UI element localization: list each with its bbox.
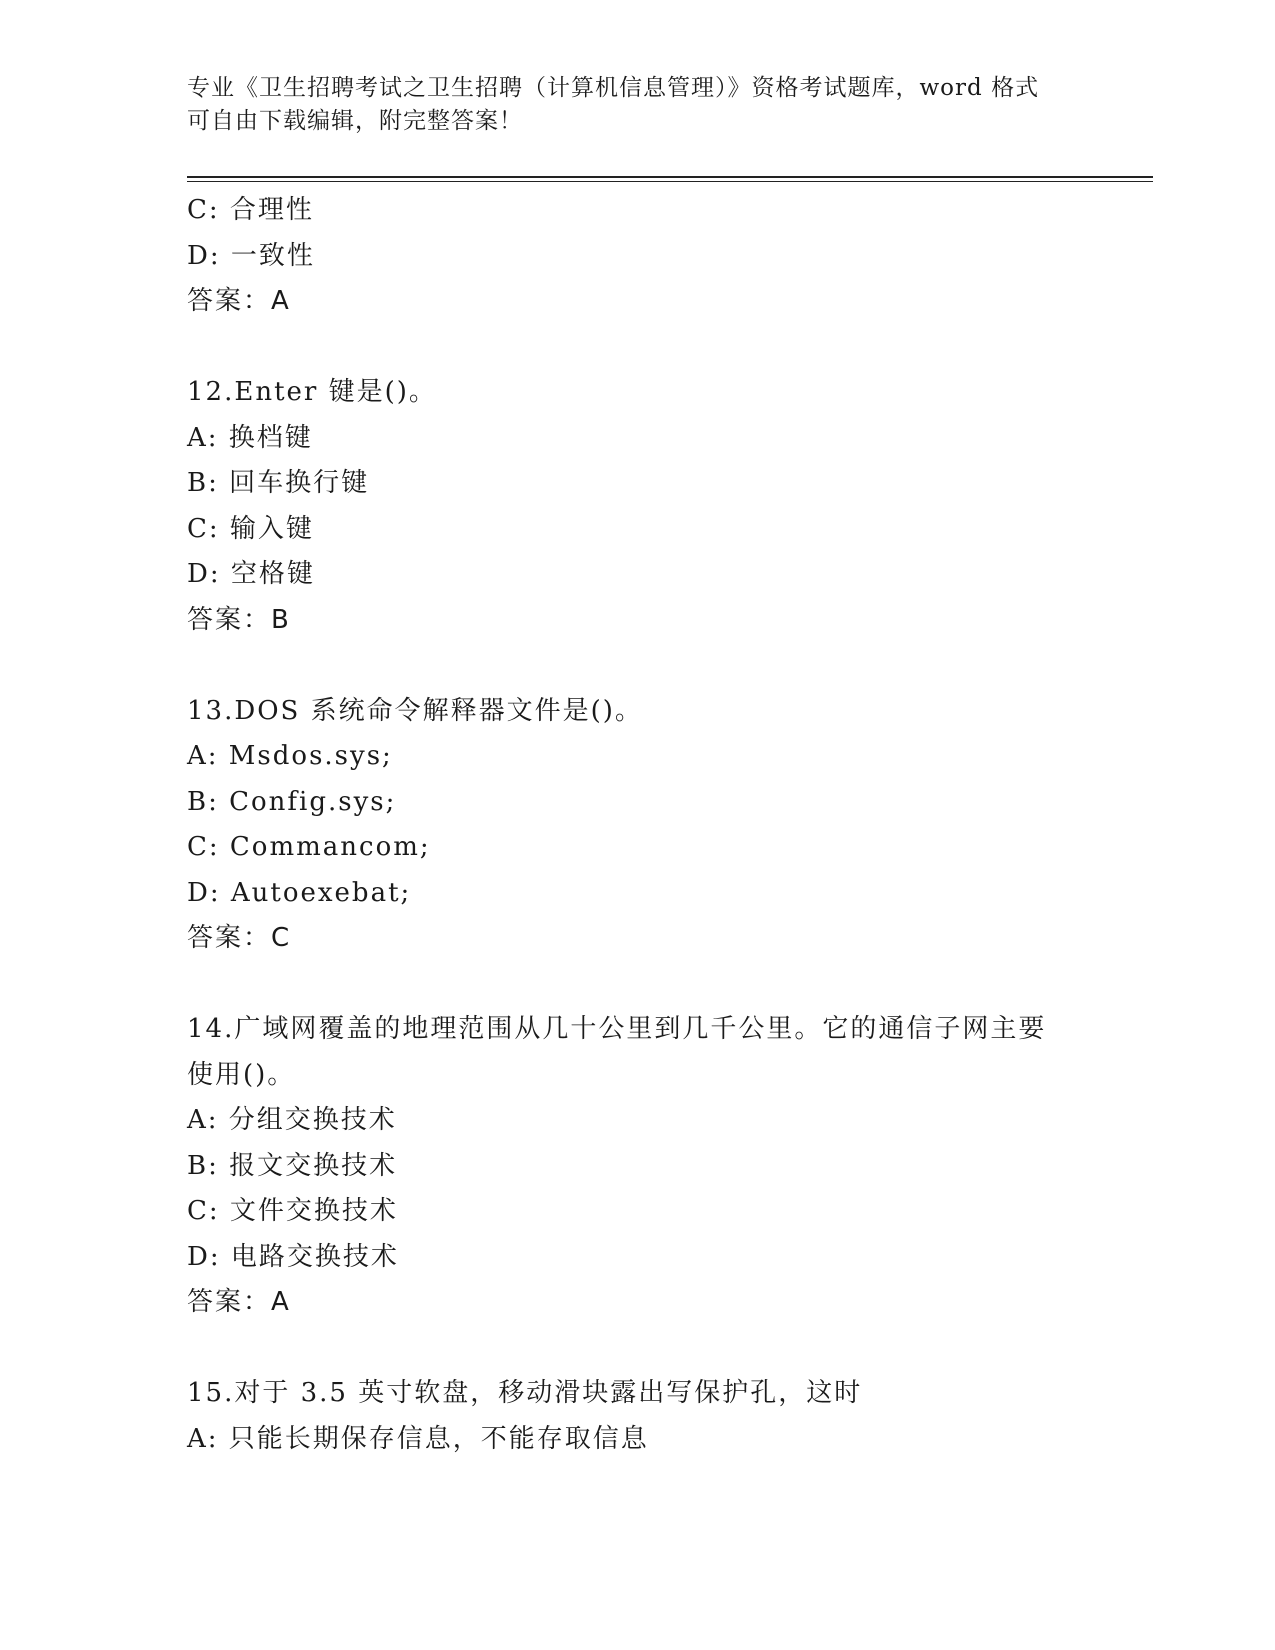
option-line: A: Msdos.sys; <box>187 741 393 771</box>
question-stem-continued: 使用()。 <box>187 1059 296 1090</box>
option-line: D: 一致性 <box>187 240 315 271</box>
question-stem: 12.Enter 键是()。 <box>187 377 437 407</box>
header-rule-thick <box>187 176 1153 178</box>
answer-line: 答案：C <box>187 923 292 953</box>
option-line: A: 只能长期保存信息，不能存取信息 <box>187 1423 649 1454</box>
question-13 <box>187 689 1087 962</box>
header-line-2: 可自由下载编辑，附完整答案！ <box>187 108 523 134</box>
option-line: C: 输入键 <box>187 513 314 544</box>
question-stem: 13.DOS 系统命令解释器文件是()。 <box>187 695 643 726</box>
option-line: D: Autoexebat; <box>187 877 412 908</box>
carryover-block <box>187 188 1087 325</box>
answer-line: 答案：A <box>187 286 291 316</box>
page-header <box>187 72 1087 138</box>
spacer <box>187 643 1087 689</box>
option-line: C: Commancom; <box>187 832 431 862</box>
question-stem: 14.广域网覆盖的地理范围从几十公里到几千公里。它的通信子网主要 <box>187 1014 1047 1044</box>
question-14 <box>187 1007 1087 1326</box>
question-12 <box>187 370 1087 643</box>
option-line: C: 文件交换技术 <box>187 1196 398 1226</box>
header-line-1: 专业《卫生招聘考试之卫生招聘（计算机信息管理）》资格考试题库，word 格式 <box>187 75 1040 101</box>
option-line: A: 换档键 <box>187 422 313 453</box>
spacer <box>187 1326 1087 1372</box>
option-line: D: 电路交换技术 <box>187 1241 399 1272</box>
option-line: D: 空格键 <box>187 559 315 589</box>
header-rule-thin <box>187 181 1153 182</box>
spacer <box>187 325 1087 371</box>
option-line: C: 合理性 <box>187 195 314 225</box>
question-15 <box>187 1371 1087 1462</box>
spacer <box>187 962 1087 1008</box>
option-line: B: Config.sys; <box>187 786 397 817</box>
answer-line: 答案：B <box>187 604 291 635</box>
question-stem: 15.对于 3.5 英寸软盘，移动滑块露出写保护孔，这时 <box>187 1378 863 1408</box>
option-line: A: 分组交换技术 <box>187 1105 397 1135</box>
option-line: B: 报文交换技术 <box>187 1150 398 1181</box>
answer-line: 答案：A <box>187 1287 291 1317</box>
question-list <box>187 188 1087 1462</box>
option-line: B: 回车换行键 <box>187 468 370 498</box>
